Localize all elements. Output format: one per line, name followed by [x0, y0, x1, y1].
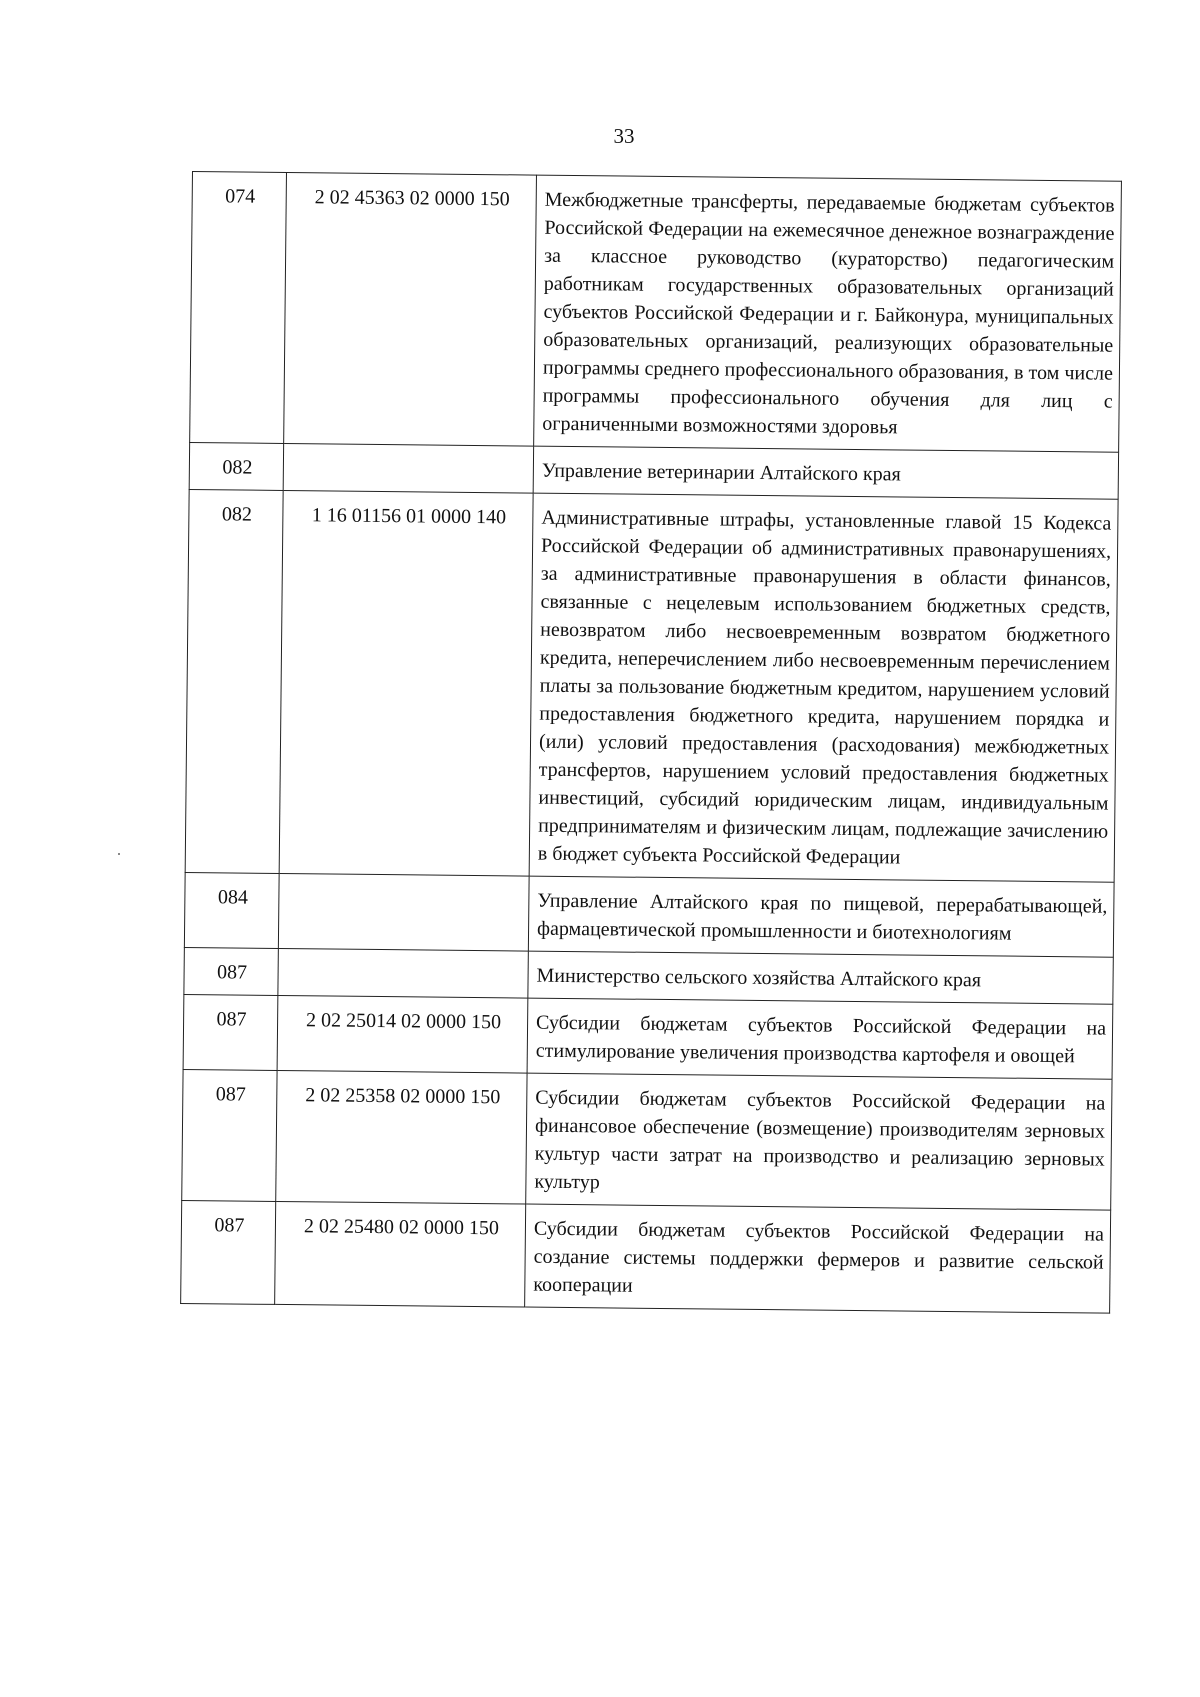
table-row [190, 172, 1122, 453]
budget-classification-code: 2 02 25014 02 0000 150 [277, 995, 528, 1073]
budget-classification-code [278, 948, 528, 998]
revenue-name: Административные штрафы, установленные главой 15 Кодекса Российской Федерации об административных правонарушениях, за административные правонарушения в области финансов, связанные с нецелевым использованием бюджетных средств, невозвратом либо несвоевременным возвратом бюджетного кредита, неперечислением либо несвоевременным перечислением платы за пользование бюджетным кредитом, нарушением условий предоставления бюджетного кредита, нарушением порядка и (или) условий предоставления (расходования) межбюджетных трансфертов, нарушением условий предоставления бюджетных инвестиций, субсидий юридическим лицам, индивидуальным предпринимателям и физическим лицам, подлежащие зачислению в бюджет субъекта Российской Федерации [529, 493, 1118, 882]
revenue-name: Субсидии бюджетам субъектов Российской Федерации на финансовое обеспечение (возмещение) производителям зерновых культур части затрат на производство и реализацию зерновых культур [526, 1073, 1112, 1210]
administrator-code: 082 [185, 489, 283, 873]
administrator-code: 084 [184, 872, 279, 948]
administrator-code: 082 [189, 442, 283, 490]
administrator-code: 087 [182, 1069, 277, 1201]
table-row [184, 872, 1114, 957]
administrator-code: 087 [183, 994, 278, 1070]
budget-classification-code [278, 873, 529, 951]
revenue-name: Управление Алтайского края по пищевой, перерабатывающей, фармацевтической промышленности и биотехнологиям [528, 876, 1114, 957]
revenue-name: Управление ветеринарии Алтайского края [533, 446, 1118, 499]
table-row [181, 1200, 1111, 1313]
table-row [183, 994, 1113, 1079]
revenue-name: Министерство сельского хозяйства Алтайского края [528, 951, 1113, 1004]
table-row [182, 1069, 1112, 1210]
administrator-code: 087 [184, 947, 278, 995]
revenue-name: Межбюджетные трансферты, передаваемые бюджетам субъектов Российской Федерации на ежемесячное денежное вознаграждение за классное руководство (кураторство) педагогическим работникам государственных образовательных организаций субъектов Российской Федерации и г. Байконура, муниципальных образовательных организаций, реализующих образовательные программы среднего профессионального образования, в том числе программы профессионального обучения для лиц с ограниченными возможностями здоровья [534, 175, 1122, 452]
administrator-code: 087 [181, 1200, 276, 1304]
scan-speck [118, 853, 120, 855]
revenue-name: Субсидии бюджетам субъектов Российской Федерации на стимулирование увеличения производства картофеля и овощей [527, 998, 1113, 1079]
budget-classification-code [283, 443, 533, 493]
budget-classification-code: 2 02 25358 02 0000 150 [276, 1070, 527, 1204]
revenue-name: Субсидии бюджетам субъектов Российской Федерации на создание системы поддержки фермеров и развитие сельской кооперации [525, 1204, 1111, 1313]
budget-classification-code: 2 02 25480 02 0000 150 [275, 1201, 526, 1307]
page-number: 33 [613, 124, 635, 148]
administrator-code: 074 [190, 172, 287, 444]
budget-code-table [180, 171, 1122, 1314]
budget-classification-code: 2 02 45363 02 0000 150 [284, 172, 537, 446]
budget-classification-code: 1 16 01156 01 0000 140 [279, 490, 533, 876]
table-row [185, 489, 1118, 882]
